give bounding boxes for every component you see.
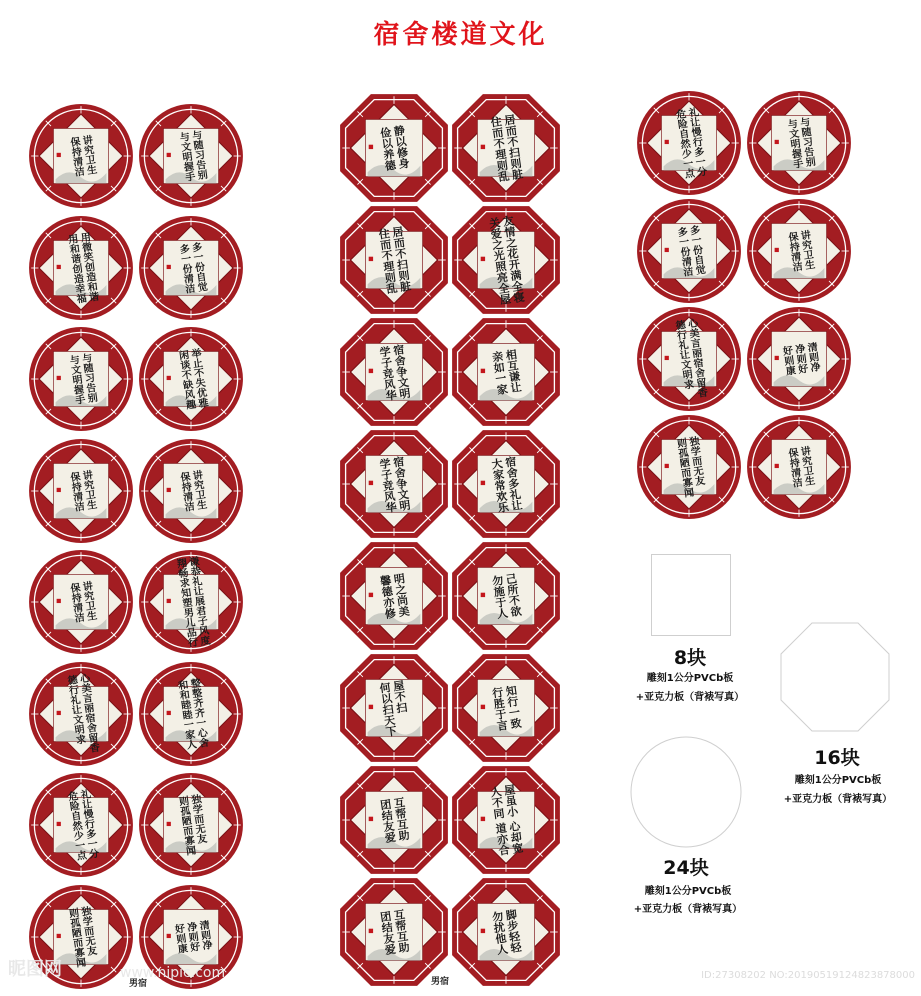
plaque-slogan: 独学而无友 则孤陋而寡闻 [175,793,207,857]
legend-octagon-line2: +亚克力板（背裱写真） [783,794,893,805]
plaque-slogan: 居而不扫则脏 住而不理则乱 [488,113,525,183]
plaque-slogan: 礼让慢行多一分 危险自然少一点 [65,788,99,862]
plaque-slogan: 屋不扫 何以扫天下 [377,678,409,738]
left-bottom-tag: 男宿 [129,979,148,989]
plaque-slogan: 宿舍争文明 学子竞风华 [377,342,412,402]
middle-plaque [339,205,449,315]
plaque-slogan: 讲究卫生 保持清洁 [67,134,97,178]
legend-circle-count: 24块 [663,857,709,879]
middle-plaque [339,429,449,539]
left-plaque [28,772,134,878]
left-plaque [138,438,244,544]
plaque-slogan: 脚步轻轻 勿扰他人 [490,908,523,956]
plaque-slogan: 心美言丽宿舍留香 德行礼让文明求 [672,317,707,399]
plaque-slogan: 与随习告别 与文明握手 [176,129,207,183]
right-plaque [636,90,742,196]
plaque-slogan: 清则净 净则好 好则康 [171,919,212,954]
plaque-slogan: 屋虽小 心却宽 人不同 道亦合 [488,783,525,857]
plaque-slogan: 多一份自觉 多一份清洁 [674,224,705,278]
left-plaque [28,438,134,544]
right-plaque [636,198,742,304]
plaque-slogan: 用微笑创造和谐 用和谐创造幸福 [65,231,99,304]
left-plaque [28,103,134,209]
right-plaque [746,90,852,196]
plaque-slogan: 讲究卫生 保持清洁 [785,445,815,489]
plaque-slogan: 己所不欲 勿施于人 [490,572,523,620]
middle-plaque [451,93,561,203]
middle-plaque [451,653,561,763]
legend-square-line1: 雕刻1公分PVCb板 [646,673,734,684]
plaque-slogan: 明之尚美 馨德亦修 [378,572,411,620]
plaque-slogan: 整整齐齐一心舍 和和睦睦一家人 [175,677,209,750]
plaque-slogan: 独学而无友 则孤陋而寡闻 [65,905,97,968]
plaque-slogan: 宿舍争文明 学子竞风华 [377,454,412,514]
plaque-slogan: 讲究卫生 保持清洁 [67,580,97,624]
middle-plaque [451,429,561,539]
plaque-slogan: 与随习告别 与文明握手 [784,116,815,170]
middle-plaque [339,765,449,875]
right-plaque [746,198,852,304]
plaque-slogan: 互帮互助 团结友爱 [378,796,411,844]
watermark-url: www.nipic.com [120,965,226,981]
middle-plaque [451,541,561,651]
plaque-slogan: 友情之花开满全寝 关爱之光照亮全屋 [487,214,526,306]
middle-bottom-tag: 男宿 [431,977,450,987]
watermark-logo: 昵图网 [8,959,62,980]
plaque-slogan: 礼让慢行多一分 危险自然少一点 [673,106,707,180]
plaque-slogan: 讲究卫生 保持清洁 [67,468,97,512]
right-plaque [746,414,852,520]
legend-circle-line2: +亚克力板（背裱写真） [633,904,743,915]
plaque-slogan: 居而不扫则脏 住而不理则乱 [376,225,413,295]
legend-circle-outline [630,736,742,848]
middle-plaque [451,205,561,315]
middle-plaque [451,877,561,987]
left-plaque [138,549,244,655]
left-plaque [28,215,134,321]
plaque-slogan: 清则净 净则好 好则康 [779,341,820,377]
middle-plaque [451,317,561,427]
legend-square-count: 8块 [673,647,707,669]
legend-circle-line1: 雕刻1公分PVCb板 [644,886,732,897]
plaque-slogan: 心美言丽宿舍留香 德行礼让文明求 [64,672,99,753]
middle-plaque [339,877,449,987]
plaque-slogan: 互帮互助 团结友爱 [378,908,411,956]
plaque-slogan: 静以修身 俭以养德 [378,124,411,172]
plaque-slogan: 举止不失优雅 闲谈不缺风趣 [175,347,208,411]
plaque-slogan: 讲究卫生 保持清洁 [785,229,815,273]
left-plaque [138,326,244,432]
plaque-slogan: 讲究卫生 保持清洁 [177,468,207,512]
plaque-slogan: 与随习告别 与文明握手 [66,352,97,406]
plaque-slogan: 独学而无友 则孤陋而寡闻 [673,435,705,499]
right-plaque [636,414,742,520]
legend-octagon-count: 16块 [814,747,860,769]
middle-plaque [339,93,449,203]
left-plaque [138,661,244,767]
left-plaque [28,326,134,432]
plaque-slogan: 多一份自觉 多一份清洁 [176,241,207,294]
legend-octagon-outline [780,622,890,732]
right-plaque [746,306,852,412]
legend-square-outline [651,554,731,636]
plaque-slogan: 知行一致 行胜于言 [490,684,523,732]
legend-octagon-line1: 雕刻1公分PVCb板 [794,775,882,786]
middle-plaque [339,653,449,763]
middle-plaque [339,541,449,651]
legend-square-line2: +亚克力板（背裱写真） [635,692,745,703]
right-plaque [636,306,742,412]
plaque-slogan: 谦恭礼让展君子风度 翔畅求知塑男儿品行 [173,555,210,649]
plaque-slogan: 相互谦让 亲如一家 [490,348,523,396]
left-plaque [28,549,134,655]
middle-plaque [451,765,561,875]
watermark-id: ID:27308202 NO:20190519124823878000 [701,970,915,981]
left-plaque [138,103,244,209]
plaque-slogan: 宿舍多礼让 大家常欢乐 [489,454,524,514]
left-plaque [28,661,134,767]
left-plaque [138,772,244,878]
middle-plaque [339,317,449,427]
left-plaque [138,215,244,321]
page-title: 宿舍楼道文化 [373,20,548,50]
